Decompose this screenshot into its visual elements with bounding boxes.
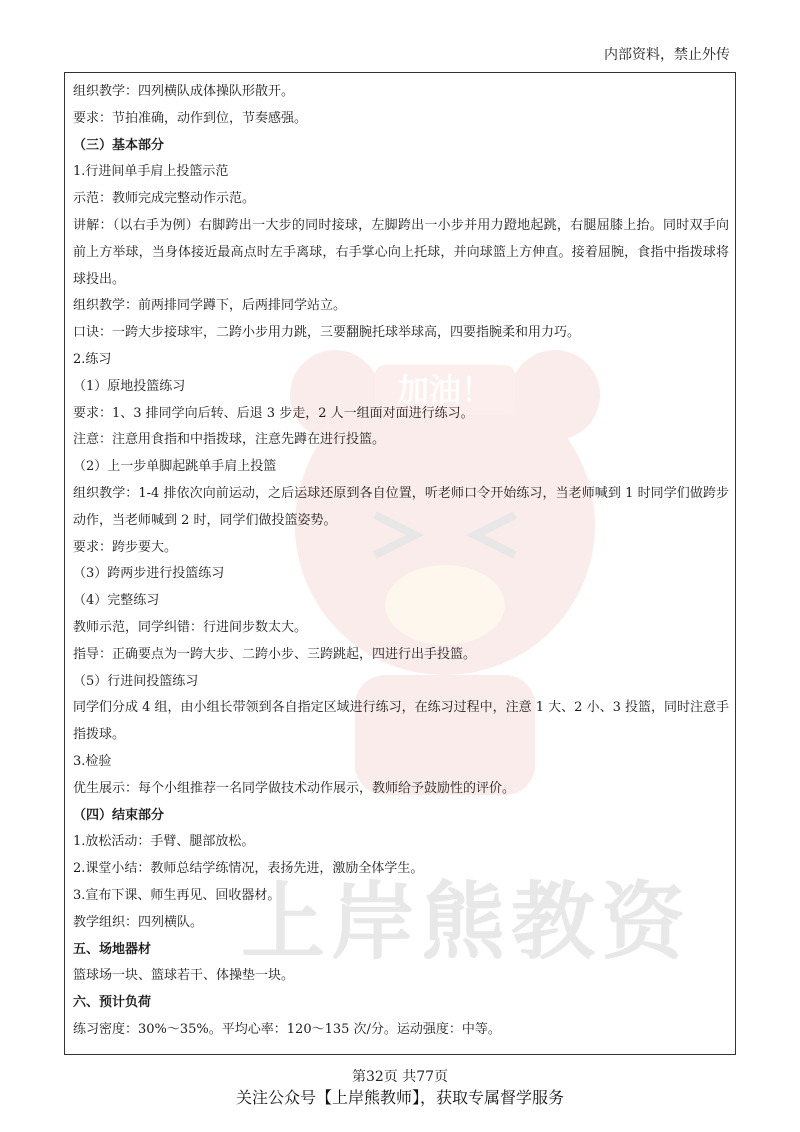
section-heading: 六、预计负荷 [73,995,152,1011]
body-line: 组织教学：前两排同学蹲下，后两排同学站立。 [73,298,347,314]
body-line: 指导：正确要点为一跨大步、二跨小步、三跨跳起，四进行出手投篮。 [73,646,477,662]
content-table [64,72,736,1055]
body-line: 教学组织：四列横队。 [73,914,204,930]
body-line: 要求：1、3 排同学向后转、后退 3 步走，2 人一组面对面进行练习。 [73,405,474,421]
brand-watermark-text: 上岸熊教资 [241,873,692,971]
body-line: （2）上一步单脚起跳单手肩上投篮 [73,459,277,475]
section-heading: 五、场地器材 [73,941,152,957]
body-line: 组织教学：1-4 排依次向前运动，之后运球还原到各自位置，听老师口令开始练习，当老师喊到 1 时同学们做跨步动作，当老师喊到 2 时，同学们做投篮姿势。 [73,485,729,528]
lesson-body [73,79,729,1044]
page-number: 第32页 共77页 [351,1069,449,1085]
body-line: 注意：注意用食指和中指拨球，注意先蹲在进行投篮。 [73,432,386,448]
body-line: 练习密度：30%～35%。平均心率：120～135 次/分。运动强度：中等。 [73,1021,501,1037]
body-line: 示范：教师完成完整动作示范。 [73,191,256,207]
body-line: 优生展示：每个小组推荐一名同学做技术动作展示，教师给予鼓励性的评价。 [73,780,516,796]
body-line: （1）原地投篮练习 [73,378,186,394]
body-line: 同学们分成 4 组，由小组长带领到各自指定区域进行练习，在练习过程中，注意 1 大、2 小、3 投篮，同时注意手指拨球。 [73,700,729,743]
body-line: 1.放松活动：手臂、腿部放松。 [73,834,255,850]
footer-promo: 关注公众号【上岸熊教师】，获取专属督学服务 [235,1088,564,1107]
header-note: 内部资料，禁止外传 [604,47,730,63]
body-line: 要求：节拍准确，动作到位，节奏感强。 [73,110,308,126]
body-line: （5）行进间投篮练习 [73,673,199,689]
body-line: 3.宣布下课、师生再见、回收器材。 [73,887,281,903]
body-line: 组织教学：四列横队成体操队形散开。 [73,84,295,99]
body-line: 2.课堂小结：教师总结学练情况，表扬先进，激励全体学生。 [73,861,424,877]
body-line: 3.检验 [73,753,112,769]
section-heading: （四）结束部分 [73,807,165,823]
body-line: 1.行进间单手肩上投篮示范 [73,164,229,180]
body-line: 篮球场一块、篮球若干、体操垫一块。 [73,968,295,984]
mascot-badge-text: 加油！ [396,371,494,409]
body-line: 讲解：（以右手为例）右脚跨出一大步的同时接球，左脚跨出一小步并用力蹬地起跳，右腿屈膝上抬。同时双手向前上方举球，当身体接近最高点时左手离球，右手掌心向上托球，并向球篮上方伸直。接着屈腕，食指中指拨球将球投出。 [73,217,729,287]
body-line: 口诀：一跨大步接球牢，二跨小步用力跳，三要翻腕托球举球高，四要指腕柔和用力巧。 [73,325,581,341]
body-line: （4）完整练习 [73,593,160,609]
body-line: 教师示范，同学纠错：行进间步数太大。 [73,619,308,635]
section-heading: （三）基本部分 [73,137,165,153]
body-line: 2.练习 [73,351,112,367]
body-line: （3）跨两步进行投篮练习 [73,566,225,582]
body-line: 要求：跨步要大。 [73,539,178,555]
